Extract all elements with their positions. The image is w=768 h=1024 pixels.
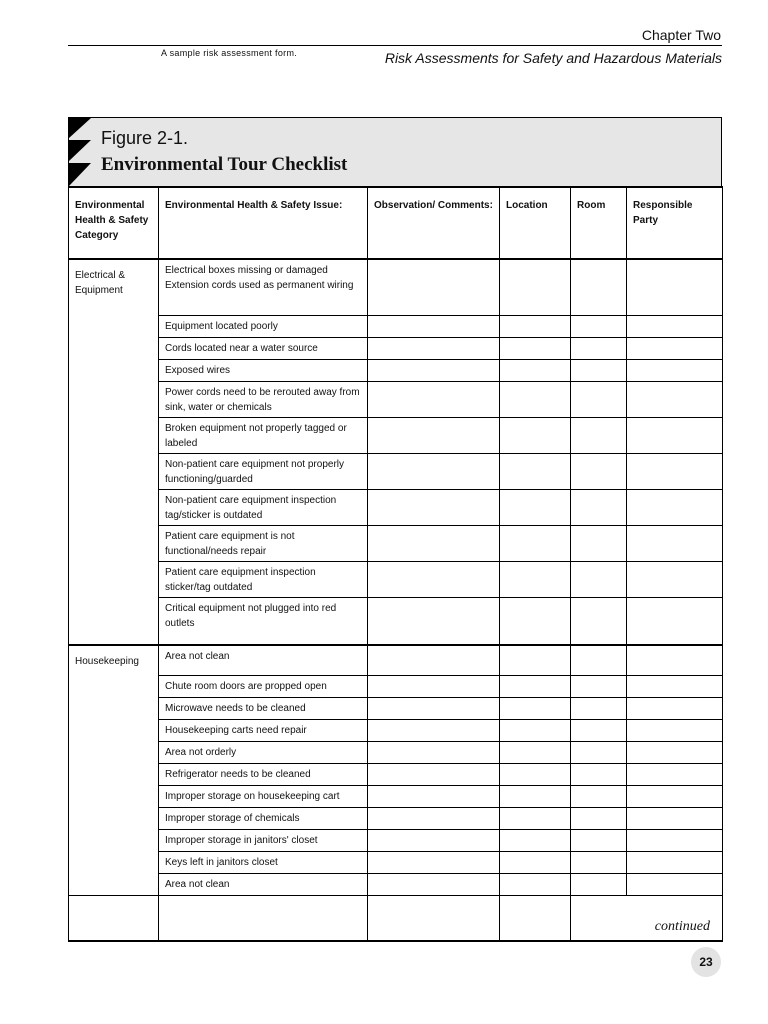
issue-cell: Area not clean [159,873,368,895]
table-row [69,719,723,741]
location-cell [500,381,571,417]
issue-cell: Broken equipment not properly tagged or labeled [159,417,368,453]
header-rule [68,45,722,46]
observation-cell [368,453,500,489]
issue-cell: Housekeeping carts need repair [159,719,368,741]
room-cell [571,337,627,359]
room-cell [571,785,627,807]
checklist-body [69,259,723,941]
responsible-party-cell [627,259,723,315]
table-row [69,829,723,851]
table-row [69,851,723,873]
observation-cell [368,597,500,645]
figure-checklist [68,117,722,942]
column-header: Observation/ Comments: [368,187,500,259]
location-cell [500,453,571,489]
figure-header [68,117,722,186]
room-cell [571,829,627,851]
table-row [69,675,723,697]
issue-cell: Exposed wires [159,359,368,381]
location-cell [500,315,571,337]
room-cell [571,741,627,763]
issue-cell: Power cords need to be rerouted away from sink, water or chemicals [159,381,368,417]
observation-cell [368,697,500,719]
chapter-label: Chapter Two [641,27,721,43]
issue-cell: Keys left in janitors closet [159,851,368,873]
observation-cell [368,337,500,359]
responsible-party-cell [627,453,723,489]
location-cell [500,675,571,697]
table-header-row [69,187,723,259]
observation-cell [368,525,500,561]
column-header: Room [571,187,627,259]
location-cell [500,337,571,359]
column-header: Environmental Health & Safety Category [69,187,159,259]
issue-cell: Non-patient care equipment inspection tag/sticker is outdated [159,489,368,525]
empty-cell [500,895,571,941]
empty-cell [69,895,159,941]
issue-cell: Electrical boxes missing or damaged Extension cords used as permanent wiring [159,259,368,315]
responsible-party-cell [627,697,723,719]
room-cell [571,763,627,785]
issue-cell: Critical equipment not plugged into red outlets [159,597,368,645]
responsible-party-cell [627,741,723,763]
room-cell [571,851,627,873]
table-row [69,337,723,359]
room-cell [571,315,627,337]
observation-cell [368,561,500,597]
observation-cell [368,675,500,697]
responsible-party-cell [627,829,723,851]
observation-cell [368,741,500,763]
responsible-party-cell [627,417,723,453]
responsible-party-cell [627,763,723,785]
observation-cell [368,489,500,525]
location-cell [500,597,571,645]
issue-cell: Area not orderly [159,741,368,763]
observation-cell [368,873,500,895]
table-row [69,315,723,337]
table-row [69,489,723,525]
issue-cell: Refrigerator needs to be cleaned [159,763,368,785]
room-cell [571,645,627,675]
corner-marks-icon [69,118,91,186]
table-row [69,525,723,561]
room-cell [571,561,627,597]
table-row [69,259,723,315]
table-row [69,561,723,597]
responsible-party-cell [627,597,723,645]
issue-cell: Microwave needs to be cleaned [159,697,368,719]
location-cell [500,359,571,381]
table-row [69,597,723,645]
location-cell [500,807,571,829]
issue-cell: Chute room doors are propped open [159,675,368,697]
issue-cell: Cords located near a water source [159,337,368,359]
room-cell [571,259,627,315]
location-cell [500,259,571,315]
observation-cell [368,359,500,381]
observation-cell [368,785,500,807]
location-cell [500,851,571,873]
observation-cell [368,417,500,453]
figure-caption: A sample risk assessment form. [161,48,298,58]
room-cell [571,873,627,895]
room-cell [571,675,627,697]
table-row [69,895,723,941]
observation-cell [368,259,500,315]
table-row [69,741,723,763]
observation-cell [368,381,500,417]
table-row [69,359,723,381]
issue-cell: Non-patient care equipment not properly functioning/guarded [159,453,368,489]
responsible-party-cell [627,525,723,561]
page-number: 23 [691,947,721,977]
location-cell [500,697,571,719]
issue-cell: Patient care equipment inspection sticker/tag outdated [159,561,368,597]
table-row [69,873,723,895]
observation-cell [368,807,500,829]
table-row [69,381,723,417]
category-cell: Housekeeping [69,645,159,895]
responsible-party-cell [627,807,723,829]
responsible-party-cell [627,381,723,417]
table-row [69,453,723,489]
table-row [69,763,723,785]
figure-title: Environmental Tour Checklist [101,154,348,175]
room-cell [571,597,627,645]
location-cell [500,645,571,675]
location-cell [500,489,571,525]
responsible-party-cell [627,851,723,873]
responsible-party-cell [627,873,723,895]
location-cell [500,525,571,561]
responsible-party-cell [627,337,723,359]
room-cell [571,381,627,417]
responsible-party-cell [627,719,723,741]
location-cell [500,741,571,763]
location-cell [500,873,571,895]
room-cell [571,359,627,381]
table-row [69,807,723,829]
checklist-table [68,186,723,942]
room-cell [571,417,627,453]
responsible-party-cell [627,359,723,381]
continued-label: continued [571,895,723,941]
issue-cell: Area not clean [159,645,368,675]
column-header: Responsible Party [627,187,723,259]
issue-cell: Improper storage of chemicals [159,807,368,829]
empty-cell [368,895,500,941]
observation-cell [368,851,500,873]
location-cell [500,417,571,453]
responsible-party-cell [627,489,723,525]
room-cell [571,453,627,489]
issue-cell: Improper storage in janitors' closet [159,829,368,851]
room-cell [571,525,627,561]
room-cell [571,697,627,719]
table-row [69,697,723,719]
location-cell [500,561,571,597]
observation-cell [368,315,500,337]
figure-number: Figure 2-1. [101,128,189,148]
room-cell [571,807,627,829]
responsible-party-cell [627,785,723,807]
location-cell [500,719,571,741]
room-cell [571,719,627,741]
observation-cell [368,763,500,785]
table-row [69,645,723,675]
observation-cell [368,719,500,741]
room-cell [571,489,627,525]
observation-cell [368,645,500,675]
responsible-party-cell [627,315,723,337]
responsible-party-cell [627,645,723,675]
category-cell: Electrical & Equipment [69,259,159,645]
issue-cell: Improper storage on housekeeping cart [159,785,368,807]
column-header: Location [500,187,571,259]
issue-cell: Equipment located poorly [159,315,368,337]
issue-cell: Patient care equipment is not functional/needs repair [159,525,368,561]
responsible-party-cell [627,561,723,597]
location-cell [500,829,571,851]
column-header: Environmental Health & Safety Issue: [159,187,368,259]
location-cell [500,785,571,807]
responsible-party-cell [627,675,723,697]
table-row [69,785,723,807]
observation-cell [368,829,500,851]
table-row [69,417,723,453]
running-subtitle: Risk Assessments for Safety and Hazardous Materials [384,50,722,66]
location-cell [500,763,571,785]
empty-cell [159,895,368,941]
